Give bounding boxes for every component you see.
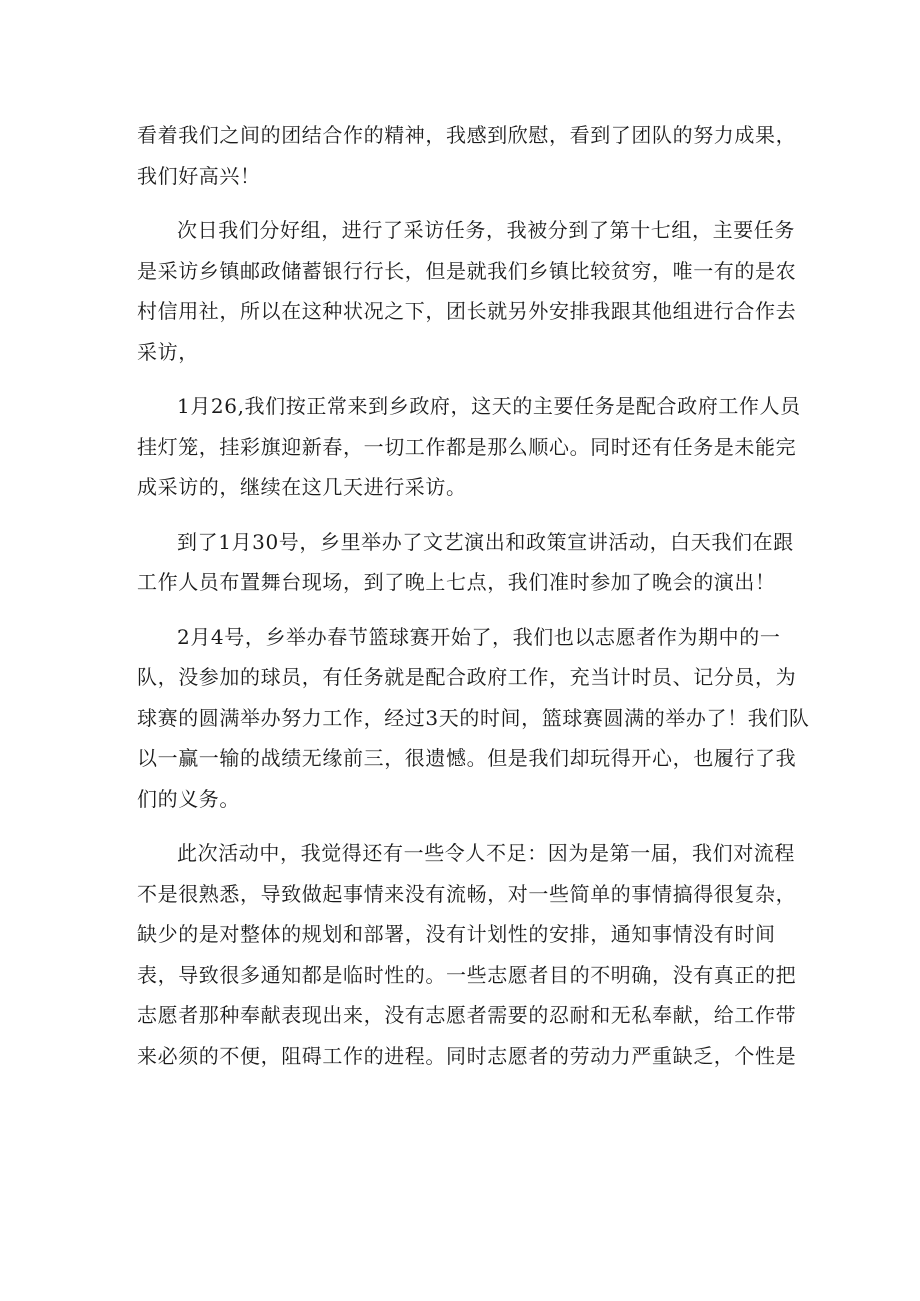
text-line: 是采访乡镇邮政储蓄银行行长，但是就我们乡镇比较贫穷，唯一有的是农 — [137, 258, 797, 283]
text-line: 挂灯笼，挂彩旗迎新春，一切工作都是那么顺心。同时还有任务是未能完 — [137, 434, 797, 459]
text-line: 志愿者那种奉献表现出来，没有志愿者需要的忍耐和无私奉献，给工作带 — [137, 1003, 797, 1027]
text-line: 成采访的，继续在这几天进行采访。 — [137, 475, 467, 499]
paragraph-3 — [137, 386, 801, 508]
paragraph-2 — [137, 210, 797, 372]
text-line: 此次活动中，我觉得还有一些令人不足：因为是第一届，我们对流程 — [177, 841, 795, 865]
text-line: 来必须的不便，阻碍工作的进程。同时志愿者的劳动力严重缺乏，个性是 — [137, 1043, 797, 1068]
body-text — [137, 115, 810, 1076]
text-line: 看着我们之间的团结合作的精神，我感到欣慰，看到了团队的努力成果， — [137, 123, 797, 147]
text-line: 2月4号，乡举办春节篮球赛开始了，我们也以志愿者作为期中的一 — [177, 624, 781, 649]
paragraph-1 — [137, 115, 797, 196]
text-line: 球赛的圆满举办努力工作，经过3天的时间，篮球赛圆满的举办了！我们队 — [137, 705, 810, 730]
text-line: 缺少的是对整体的规划和部署，没有计划性的安排，通知事情没有时间 — [137, 922, 776, 946]
text-line: 到了1月30号，乡里举办了文艺演出和政策宣讲活动，白天我们在跟 — [177, 529, 794, 554]
text-line: 不是很熟悉，导致做起事情来没有流畅，对一些简单的事情搞得很复杂， — [137, 881, 797, 906]
text-line: 我们好高兴！ — [137, 163, 261, 188]
text-line: 1月26,我们按正常来到乡政府，这天的主要任务是配合政府工作人员 — [177, 394, 801, 418]
text-line: 队，没参加的球员，有任务就是配合政府工作，充当计时员、记分员，为 — [137, 665, 797, 689]
text-line: 次日我们分好组，进行了采访任务，我被分到了第十七组，主要任务 — [177, 218, 795, 242]
paragraph-6 — [137, 833, 797, 1076]
text-line: 以一赢一输的战绩无缘前三，很遗憾。但是我们却玩得开心，也履行了我 — [137, 746, 797, 770]
paragraph-4 — [137, 522, 797, 603]
text-line: 村信用社，所以在这种状况之下，团长就另外安排我跟其他组进行合作去 — [137, 299, 797, 323]
text-line: 采访， — [137, 339, 199, 364]
paragraph-5 — [137, 617, 810, 820]
text-line: 表，导致很多通知都是临时性的。一些志愿者目的不明确，没有真正的把 — [137, 962, 797, 987]
text-line: 们的义务。 — [137, 786, 240, 811]
text-line: 工作人员布置舞台现场，到了晚上七点，我们准时参加了晚会的演出！ — [137, 570, 776, 594]
